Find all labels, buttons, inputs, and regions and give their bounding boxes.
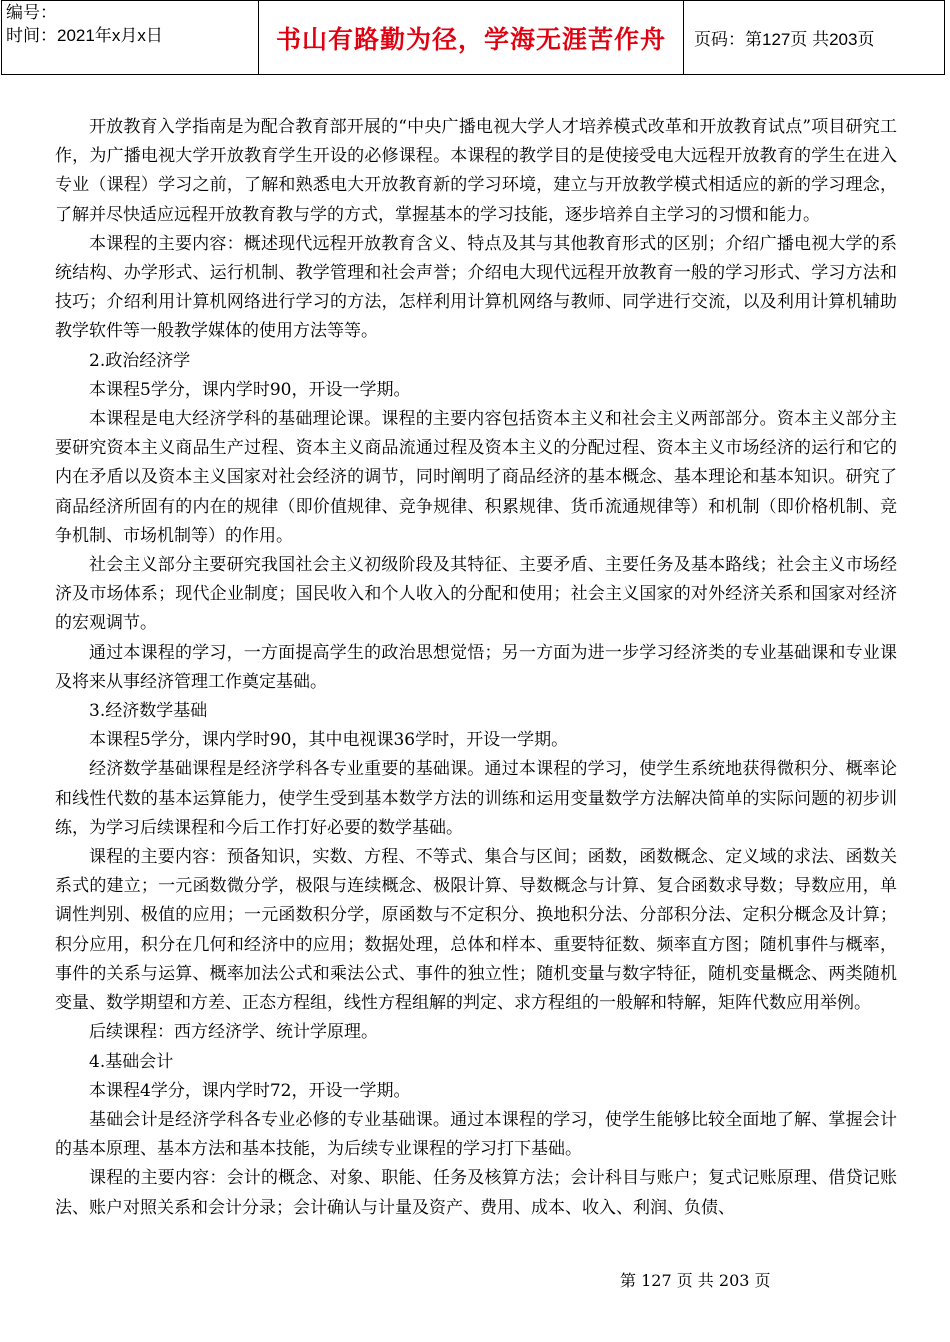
body-paragraph: 通过本课程的学习，一方面提高学生的政治思想觉悟；另一方面为进一步学习经济类的专业基础课和专业课及将来从事经济管理工作奠定基础。	[55, 642, 897, 692]
body-paragraph: 本课程的主要内容：概述现代远程开放教育含义、特点及其与其他教育形式的区别；介绍广播电视大学的系统结构、办学形式、运行机制、教学管理和社会声誉；介绍电大现代远程开放教育一般的学习形式、学习方法和技巧；介绍利用计算机网络进行学习的方法，怎样利用计算机网络与教师、同学进行交流，以及利用计算机辅助教学软件等一般教学媒体的使用方法等等。	[55, 233, 897, 342]
header-motto: 书山有路勤为径，学海无涯苦作舟	[259, 1, 684, 75]
body-paragraph: 课程的主要内容：会计的概念、对象、职能、任务及核算方法；会计科目与账户；复式记账原理、借贷记账法、账户对照关系和会计分录；会计确认与计量及资产、费用、成本、收入、利润、负债、	[55, 1168, 897, 1218]
document-number-label: 编号：	[6, 3, 57, 22]
page-footer: 第 127 页 共 203 页	[620, 1271, 771, 1290]
body-paragraph: 本课程4学分，课内学时72，开设一学期。	[89, 1080, 411, 1101]
section-heading: 4.基础会计	[89, 1051, 174, 1072]
page-header	[1, 0, 945, 75]
body-paragraph: 本课程5学分，课内学时90，开设一学期。	[89, 379, 411, 400]
header-meta-cell	[2, 1, 259, 75]
body-paragraph: 开放教育入学指南是为配合教育部开展的“中央广播电视大学人才培养模式改革和开放教育试点”项目研究工作，为广播电视大学开放教育学生开设的必修课程。本课程的教学目的是使接受电大远程开放教育的学生在进入专业（课程）学习之前，了解和熟悉电大开放教育新的学习环境，建立与开放教学模式相适应的新的学习理念，了解并尽快适应远程开放教育教与学的方式，掌握基本的学习技能，逐步培养自主学习的习惯和能力。	[55, 117, 897, 225]
body-paragraph: 经济数学基础课程是经济学科各专业重要的基础课。通过本课程的学习，使学生系统地获得微积分、概率论和线性代数的基本运算能力，使学生受到基本数学方法的训练和运用变量数学方法解决简单的实际问题的初步训练，为学习后续课程和今后工作打好必要的数学基础。	[55, 759, 897, 838]
body-paragraph: 本课程是电大经济学科的基础理论课。课程的主要内容包括资本主义和社会主义两部部分。资本主义部分主要研究资本主义商品生产过程、资本主义商品流通过程及资本主义的分配过程、资本主义市场经济的运行和它的内在矛盾以及资本主义国家对社会经济的调节，同时阐明了商品经济的基本概念、基本理论和基本知识。研究了商品经济所固有的内在的规律（即价值规律、竞争规律、积累规律、货币流通规律等）和机制（即价格机制、竞争机制、市场机制等）的作用。	[55, 409, 897, 546]
body-paragraph: 本课程5学分，课内学时90，其中电视课36学时，开设一学期。	[89, 730, 569, 751]
section-heading: 3.经济数学基础	[89, 701, 208, 722]
body-paragraph: 社会主义部分主要研究我国社会主义初级阶段及其特征、主要矛盾、主要任务及基本路线；社会主义市场经济及市场体系；现代企业制度；国民收入和个人收入的分配和使用；社会主义国家的对外经济关系和国家对经济的宏观调节。	[55, 555, 897, 634]
document-body	[55, 113, 897, 1223]
body-paragraph: 基础会计是经济学科各专业必修的专业基础课。通过本课程的学习，使学生能够比较全面地了解、掌握会计的基本原理、基本方法和基本技能，为后续专业课程的学习打下基础。	[55, 1109, 897, 1160]
body-paragraph: 后续课程：西方经济学、统计学原理。	[89, 1022, 378, 1043]
document-date-label: 时间：2021年x月x日	[6, 26, 163, 45]
header-page-info: 页码：第127页 共203页	[684, 1, 945, 75]
body-paragraph: 课程的主要内容：预备知识，实数、方程、不等式、集合与区间；函数，函数概念、定义域的求法、函数关系式的建立；一元函数微分学，极限与连续概念、极限计算、导数概念与计算、复合函数求导数；导数应用，单调性判别、极值的应用；一元函数积分学，原函数与不定积分、换地积分法、分部积分法、定积分概念及计算；积分应用，积分在几何和经济中的应用；数据处理，总体和样本、重要特征数、频率直方图；随机事件与概率，事件的关系与运算、概率加法公式和乘法公式、事件的独立性；随机变量与数字特征，随机变量概念、两类随机变量、数学期望和方差、正态方程组，线性方程组解的判定、求方程组的一般解和特解，矩阵代数应用举例。	[55, 847, 897, 1014]
section-heading: 2.政治经济学	[89, 350, 191, 371]
